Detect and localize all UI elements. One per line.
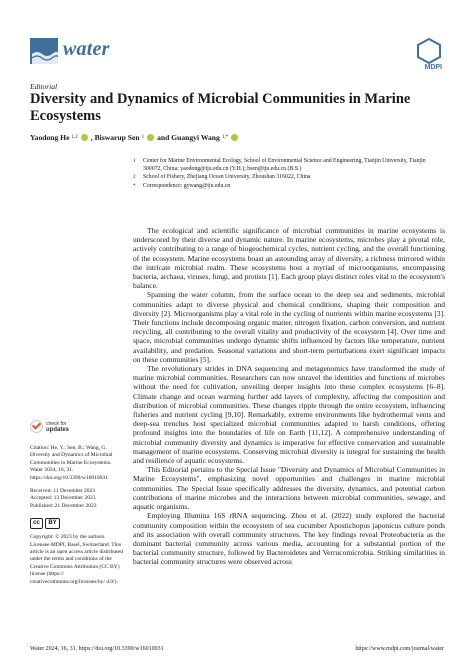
author-name[interactable]: and Guangyi Wang <box>157 133 220 142</box>
body-paragraph: The revolutionary strides in DNA sequencing and metagenomics have transformed the study of marine microbial communities. Researchers can now unravel the identities and functions of microbes without the need for cultivation, unveiling deeper insights into these complex ecosystems [6–8]. Climate change and ocean warming further add layers of complexity, affecting the composition and distribution of microbial communities. These changes ripple through the entire ecosystem, influencing fisheries and nutrient cycling [9,10]. Remarkably, extreme environments like hydrothermal vents and deep-sea trenches host specialized microbial communities adapted to harsh conditions, offering profound insights into the boundaries of life on Earth [11,12]. A comprehensive understanding of microbial community diversity and dynamics is imperative for effective conservation and sustainable management of marine ecosystems. Conserving microbial diversity is integral for sustaining the health and resilience of aquatic ecosystems. <box>133 364 445 466</box>
published-date: Published: 21 December 2023 <box>30 502 97 509</box>
footer-citation[interactable]: Water 2024, 16, 31. https://doi.org/10.3390/w16010031 <box>30 646 164 652</box>
author-affiliation-mark: 1,2 <box>71 135 78 140</box>
author-affiliation-mark: 1,* <box>221 135 229 140</box>
orcid-icon[interactable] <box>81 134 88 141</box>
article-sidebar <box>30 420 125 592</box>
body-paragraph: The ecological and scientific significance of microbial communities in marine ecosystems is underscored by their diverse and dynamic nature. In marine ecosystems, microbes play a pivotal role, actively contributing to a range of biogeochemical cycles, nutrient cycling, and the overall functioning of the ecosystem. Marine ecosystems boast an astounding array of diversity, a richness mirrored within the intricate microbial realm. These ecosystems host a myriad of microorganisms, encompassing bacteria, archaea, viruses, fungi, and protists [1]. Each group plays distinct roles vital to the ecosystem's balance. <box>133 226 445 291</box>
received-date: Received: 11 December 2023 <box>30 488 96 495</box>
cc-icon: cc <box>30 518 43 529</box>
check-updates-icon <box>30 420 43 433</box>
journal-name[interactable]: water <box>63 38 110 60</box>
author-affiliation-mark: 1 <box>141 135 145 140</box>
author-list: Yaodong He 1,2 , Biswarup Sen 1 and Guangyi Wang 1,* <box>30 133 239 142</box>
body-paragraph: Employing Illumina 16S rRNA sequencing, Zhou et al. (2022) study explored the bacterial community composition within the ecosystem of sea cucumber Apostichopus japonicus culture ponds and its association with overall community structures. The key findings reveal Proteobacteria as the dominant bacterial community across various media, accounting for a substantial portion of the bacterial community structure, followed by Bacteroidetes and Verrucomicrobia. Striking similarities in bacterial community structures were observed across <box>133 511 445 567</box>
publisher-name: MDPI <box>424 64 442 71</box>
orcid-icon[interactable] <box>147 134 154 141</box>
correspondence: * Correspondence: gywang@tju.edu.cn <box>133 182 231 189</box>
citation: Citation: He, Y.; Sen, B.; Wang, G. Diversity and Dynamics of Microbial Communities in Marine Ecosystems. Water 2024, 16, 31. https://doi.org/10.3390/w16010031 <box>30 445 113 481</box>
footer-journal-url[interactable]: https://www.mdpi.com/journal/water <box>355 646 444 652</box>
affiliation-item: 1 Center for Marine Environmental Ecology, School of Environmental Science and Engineering, Tianjin University, Tianjin 300072, China; yaodong@tju.edu.cn (Y.H.); bsen@tju.edu.cn (B.S.) <box>133 158 426 172</box>
page-footer <box>30 646 444 652</box>
affiliation-item: 2 School of Fishery, Zhejiang Ocean University, Zhoushan 316022, China <box>133 174 311 181</box>
orcid-icon[interactable] <box>231 134 238 141</box>
affiliations <box>133 158 443 191</box>
mdpi-logo-icon[interactable] <box>416 38 442 71</box>
journal-header <box>30 38 444 72</box>
cc-license-badge[interactable] <box>30 518 125 529</box>
by-icon: BY <box>45 518 60 529</box>
author-name[interactable]: Biswarup Sen <box>94 133 140 142</box>
body-paragraph: This Editorial pertains to the Special Issue "Diversity and Dynamics of Microbial Communities in Marine Ecosystems", emphasizing novel opportunities and challenges in marine microbial communities. The Special Issue specifically addresses the diversity, dynamics, and potential carbon contributions of marine microbes and the interactions between microbial communities, sewage, and aquatic organisms. <box>133 465 445 512</box>
copyright-notice: Copyright: © 2023 by the authors. Licensee MDPI, Basel, Switzerland. This article is an open access article distributed under the terms and conditions of the Creative Commons Attribution (CC BY) license (https:// creativecommons.org/licenses/by/ 4.0/). <box>30 534 123 585</box>
article-title: Diversity and Dynamics of Microbial Communities in Marine Ecosystems <box>30 91 411 124</box>
publication-dates <box>30 488 125 510</box>
water-logo-icon <box>30 38 58 64</box>
article-type: Editorial <box>30 82 58 91</box>
accepted-date: Accepted: 13 December 2023 <box>30 495 96 502</box>
body-paragraph: Spanning the water column, from the surface ocean to the deep sea and sediments, microbial communities adapt to diverse physical and chemical conditions, shaping their composition and diversity [2]. Microorganisms play a vital role in the cycling of nutrients within marine ecosystems [3]. Their functions include decomposing organic matter, nitrogen fixation, carbon conversion, and nutrient recycling, all contributing to the overall vitality and productivity of the ecosystem [4]. Over time and space, microbial communities undergo dynamic shifts influenced by factors like temperature, nutrient availability, and predation. Seasonal variations and short-term perturbations exert significant impacts on these communities [5]. <box>133 290 445 364</box>
article-body <box>133 226 445 567</box>
author-name[interactable]: Yaodong He <box>30 133 70 142</box>
check-for-updates-button[interactable]: check for updates <box>30 420 125 433</box>
